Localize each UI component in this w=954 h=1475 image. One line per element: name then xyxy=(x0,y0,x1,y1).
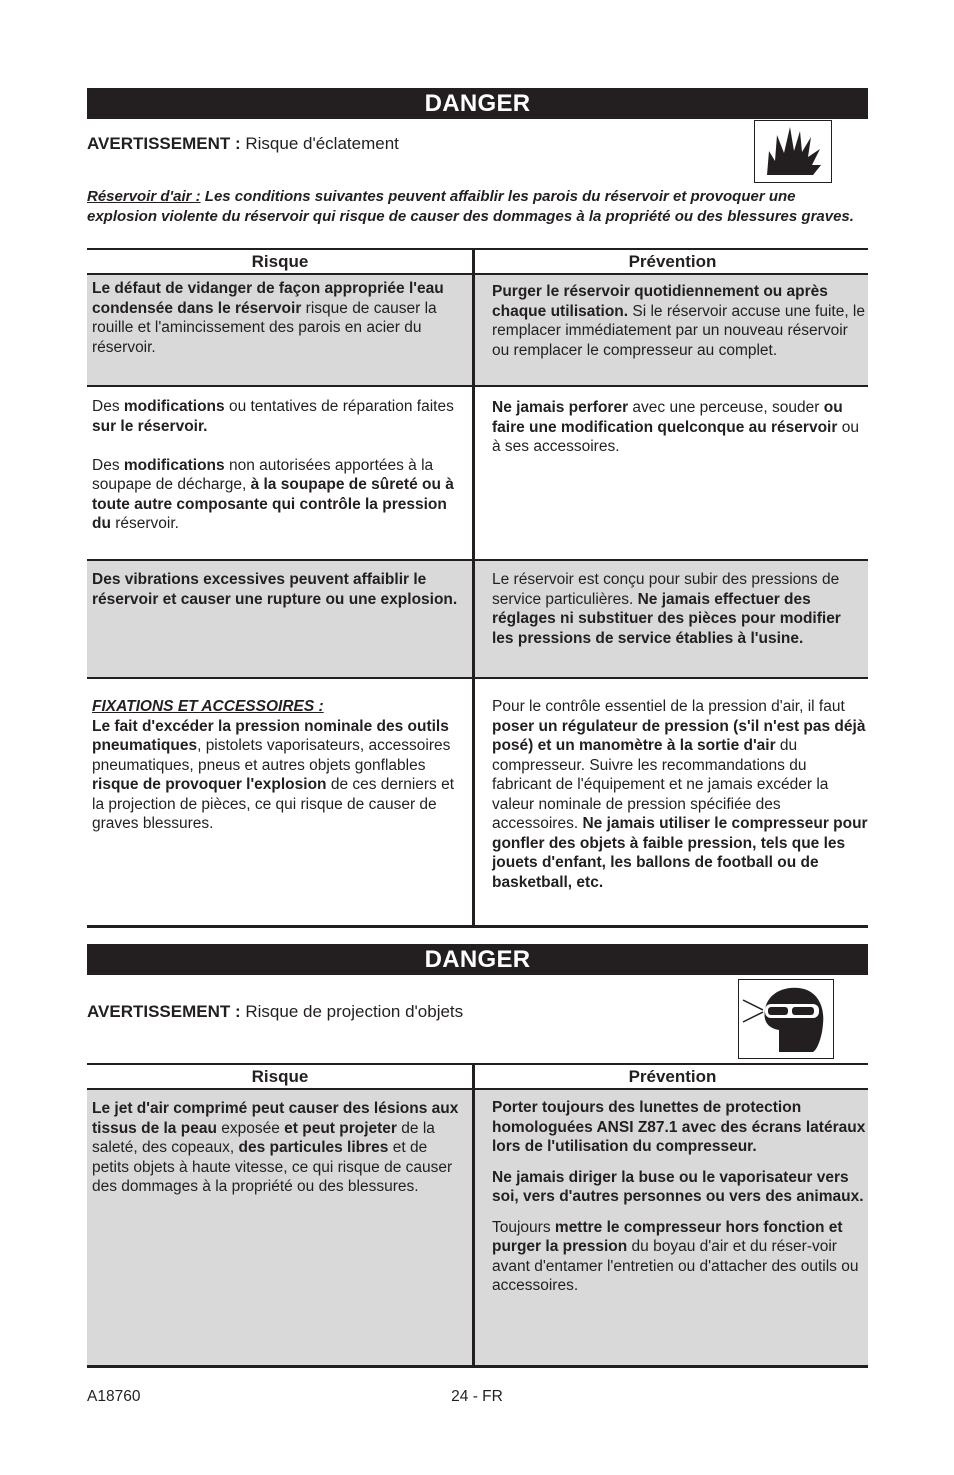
table1-header-risk: Risque xyxy=(251,252,309,271)
table1-row2-prevention xyxy=(492,398,866,457)
cell-paragraph: Des modifications ou tentatives de réparation faites sur le réservoir. xyxy=(92,398,454,435)
danger-banner-1: DANGER xyxy=(87,88,868,119)
table1-row4-risk-body xyxy=(92,717,464,834)
table2-column-divider xyxy=(472,1063,475,1368)
cell-paragraph: Des vibrations excessives peuvent affaiblir le réservoir et causer une rupture ou une explosion. xyxy=(92,571,458,608)
table1-header-prevention: Prévention xyxy=(628,252,717,271)
warning-text: Risque de projection d'objets xyxy=(245,1002,464,1021)
table1-row3-risk xyxy=(92,570,464,609)
cell-paragraph: Pour le contrôle essentiel de la pression d'air, il faut poser un régulateur de pression (s'il n'est pas déjà posé) et un manomètre à la sortie d'air du compresseur. Suivre les recommandations du fabricant de l'équipement et ne jamais excéder la valeur nominale de pression spécifiée des accessoires. Ne jamais utiliser le compresseur pour gonfler des objets à faible pression, tels que les jouets d'enfant, les ballons de football ou de basketball, etc. xyxy=(492,698,868,891)
cell-paragraph: Le fait d'excéder la pression nominale des outils pneumatiques, pistolets vaporisateurs, accessoires pneumatiques, pneus et autres objets gonflables risque de provoquer l'explosion de ces derniers et la projection de pièces, ce qui risque de causer de graves blessures. xyxy=(92,717,455,832)
cell-paragraph: Des modifications non autorisées apportées à la soupape de décharge, à la soupape de sûreté ou à toute autre composante qui contrôle la pression du réservoir. xyxy=(92,456,454,532)
table2-header-prevention: Prévention xyxy=(628,1067,717,1086)
warning-label: AVERTISSEMENT : xyxy=(87,1002,241,1021)
warning-heading-2 xyxy=(87,1002,463,1022)
safety-goggles-icon xyxy=(738,979,834,1059)
page-number: 24 - FR xyxy=(451,1388,503,1405)
cell-paragraph: Le défaut de vidanger de façon appropriée l'eau condensée dans le réservoir risque de causer la rouille et l'amincissement des parois en acier du réservoir. xyxy=(92,280,444,356)
table2-risk xyxy=(92,1099,464,1197)
tank-intro xyxy=(87,187,857,227)
table1-row4-prevention xyxy=(492,697,868,892)
danger-banner-2: DANGER xyxy=(87,944,868,975)
cell-paragraph: Purger le réservoir quotidiennement ou après chaque utilisation. Si le réservoir accuse une fuite, le remplacer immédiatement par un nouveau réservoir ou remplacer le compresseur au complet. xyxy=(492,283,865,359)
document-id: A18760 xyxy=(87,1388,141,1405)
intro-lead: Réservoir d'air : xyxy=(87,188,201,205)
fixings-subhead: FIXATIONS ET ACCESSOIRES : xyxy=(92,698,324,715)
cell-paragraph: Le réservoir est conçu pour subir des pressions de service particulières. Ne jamais effectuer des réglages ni substituer des pièces pour modifier les pressions de service établies à l'usine. xyxy=(492,571,841,647)
table2-bottom-rule xyxy=(87,1365,868,1368)
table1-row3-prevention xyxy=(492,570,866,648)
table1-row-rule xyxy=(87,559,868,561)
explosion-icon xyxy=(754,120,832,183)
table1-row1-prevention xyxy=(492,282,866,360)
cell-paragraph: Toujours mettre le compresseur hors fonction et purger la pression du boyau d'air et du réser-voir avant d'entamer l'entretien ou d'attacher des outils ou accessoires. xyxy=(492,1218,859,1294)
table1-row-rule xyxy=(87,677,868,679)
table1-row1-risk xyxy=(92,279,464,357)
cell-paragraph: Ne jamais diriger la buse ou le vaporisateur vers soi, vers d'autres personnes ou vers des animaux. xyxy=(492,1168,864,1205)
table1-row4-risk xyxy=(92,697,464,834)
warning-text: Risque d'éclatement xyxy=(245,134,399,153)
table1-column-divider xyxy=(472,248,475,928)
table2-prevention xyxy=(492,1098,866,1296)
cell-paragraph: Ne jamais perforer avec une perceuse, souder ou faire une modification quelconque au réservoir ou à ses accessoires. xyxy=(492,399,859,455)
cell-paragraph: Porter toujours des lunettes de protection homologuées ANSI Z87.1 avec des écrans latéraux lors de l'utilisation du compresseur. xyxy=(492,1099,866,1155)
table2-header-risk: Risque xyxy=(251,1067,309,1086)
table2-top-rule xyxy=(87,1063,868,1065)
table1-top-rule xyxy=(87,248,868,250)
warning-label: AVERTISSEMENT : xyxy=(87,134,241,153)
table1-bottom-rule xyxy=(87,925,868,928)
warning-heading-1 xyxy=(87,134,399,154)
cell-paragraph: Le jet d'air comprimé peut causer des lésions aux tissus de la peau exposée et peut projeter de la saleté, des copeaux, des particules libres et de petits objets à haute vitesse, ce qui risque de causer des dommages à la propriété ou des blessures. xyxy=(92,1100,459,1195)
table1-row2-risk xyxy=(92,397,464,534)
intro-text: Les conditions suivantes peuvent affaiblir les parois du réservoir et provoquer une explosion violente du réservoir qui risque de causer des dommages à la propriété ou des blessures graves. xyxy=(87,188,854,225)
table1-row-rule xyxy=(87,385,868,387)
